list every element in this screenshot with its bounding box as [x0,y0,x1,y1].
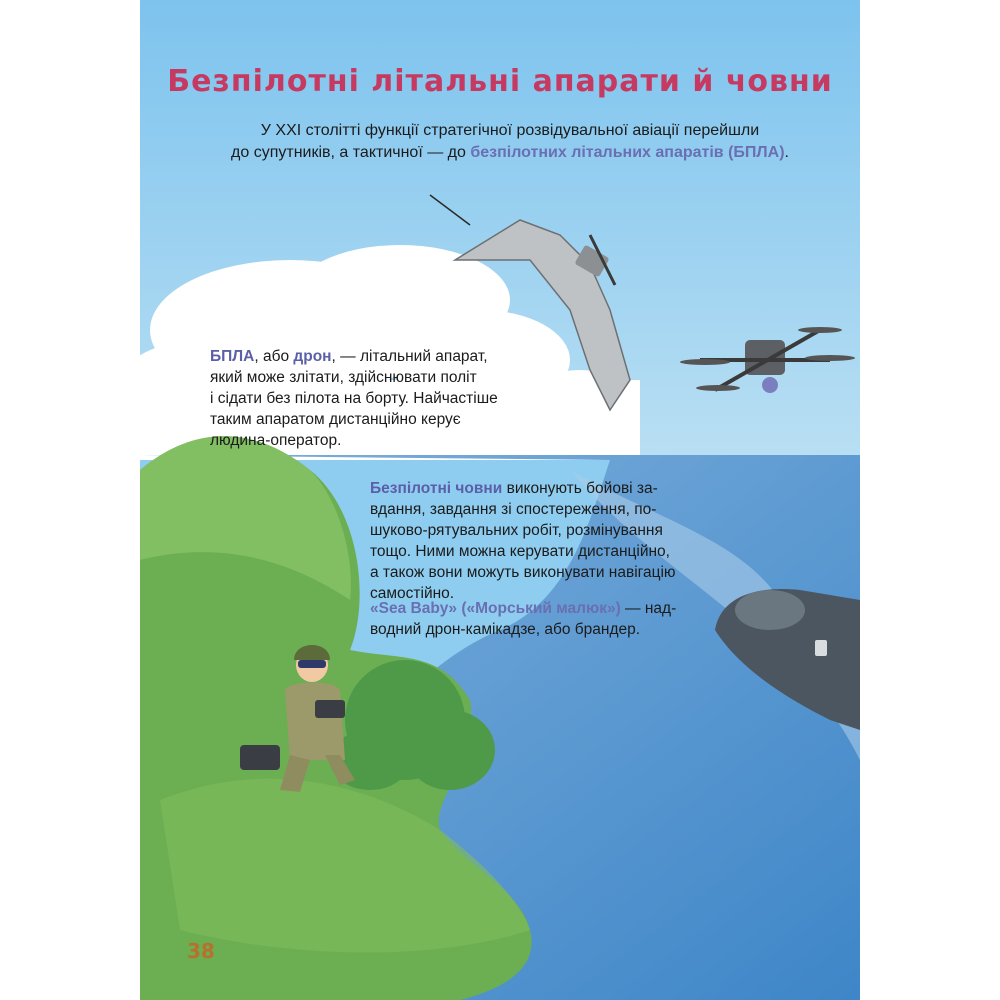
paragraph-line: вдання, завдання зі спостереження, по- [370,501,657,518]
intro-text-part: до супутників, а тактичної — до [231,144,471,161]
paragraph-text: , — літальний апарат, [331,348,488,365]
paragraph-line: і сідати без пілота на борту. Найчастіше [210,390,498,407]
intro-line [200,142,820,164]
paragraph-line: який може злітати, здійснювати політ [210,369,477,386]
paragraph-line: таким апаратом дистанційно керує людина-оператор. [210,411,461,449]
paragraph-text: — над- [620,600,677,617]
book-page [140,0,860,1000]
boats-paragraph [370,478,690,604]
paragraph-line: шуково-рятувальних робіт, розмінування [370,522,663,539]
paragraph-line: а також вони можуть виконувати навігацію [370,564,676,581]
term-bpla: БПЛА [210,348,255,365]
paragraph-text: виконують бойові за- [502,480,658,497]
paragraph-line: водний дрон-камікадзе, або брандер. [370,621,641,638]
term-unmanned-boats: Безпілотні човни [370,480,503,497]
paragraph-line: самостійно. [370,585,455,602]
page-number: 38 [187,939,215,963]
intro-text [200,120,820,164]
uav-term: безпілотних літальних апаратів (БПЛА) [470,144,785,161]
intro-text-part: . [784,144,789,161]
intro-line: У XXI столітті функції стратегічної розвідувальної авіації перейшли [260,122,760,139]
term-sea-baby: «Sea Baby» («Морський малюк») [370,600,621,617]
page-title: Безпілотні літальні апарати й човни [167,64,833,99]
uav-paragraph [210,346,510,451]
term-drone: дрон [293,348,332,365]
sea-baby-paragraph [370,598,690,640]
paragraph-text: , або [254,348,294,365]
paragraph-line: тощо. Ними можна керувати дистанційно, [370,543,670,560]
